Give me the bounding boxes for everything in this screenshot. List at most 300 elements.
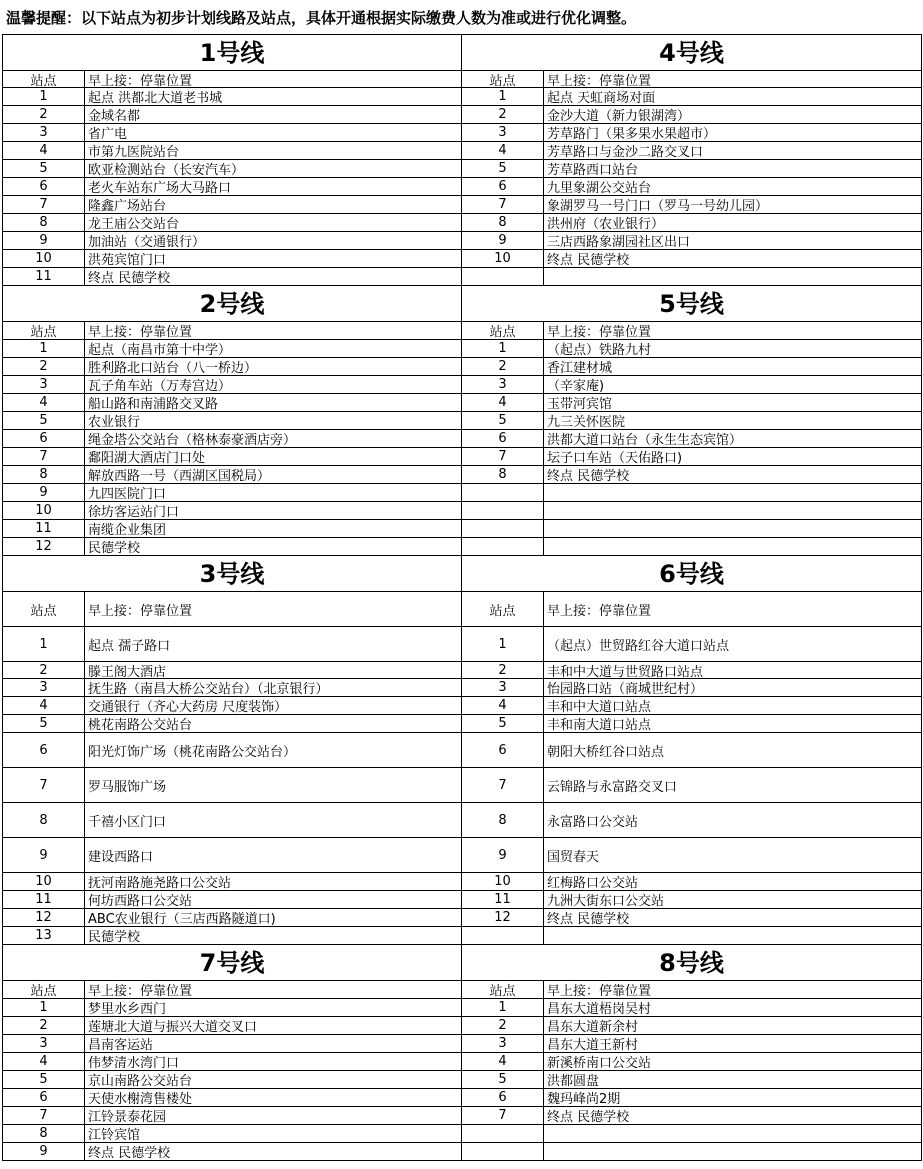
stop-number: 2 (3, 106, 85, 123)
stop-location: 建设西路口 (88, 849, 154, 865)
stop-number: 8 (3, 466, 85, 483)
route-block (3, 556, 922, 945)
stop-number: 6 (462, 1089, 544, 1106)
stop-location: 终点 民德学校 (547, 1110, 630, 1124)
table-row (462, 412, 921, 430)
stop-location: 昌东大道王新村 (547, 1038, 639, 1052)
table-row (462, 268, 921, 286)
table-row (3, 502, 461, 520)
table-row (462, 803, 921, 838)
table-row (3, 1035, 461, 1053)
stop-location: 解放西路一号（西湖区国税局） (88, 469, 271, 483)
stop-location: 欧亚检测站台（长安汽车） (88, 163, 245, 177)
stop-location: 阳光灯饰广场（桃花南路公交站台） (88, 744, 297, 760)
stop-number: 6 (462, 733, 544, 767)
stop-number: 4 (462, 142, 544, 159)
table-row (3, 160, 461, 178)
line-title: 8号线 (462, 945, 921, 981)
table-row (462, 1017, 921, 1035)
table-row (3, 178, 461, 196)
table-row (462, 250, 921, 268)
stop-number: 8 (3, 214, 85, 231)
stop-location-header: 早上接：停靠位置 (88, 73, 193, 87)
stop-location: 桃花南路公交站台 (88, 718, 193, 732)
stop-number: 1 (3, 627, 85, 661)
stop-location: 终点 民德学校 (547, 253, 630, 267)
table-row (462, 232, 921, 250)
stop-location: 终点 民德学校 (547, 469, 630, 483)
stop-location: （辛家庵) (547, 379, 605, 393)
table-row (3, 88, 461, 106)
stop-location: 金沙大道（新力银湖湾） (547, 109, 691, 123)
stop-number: 11 (3, 268, 85, 285)
stop-number: 1 (3, 999, 85, 1016)
table-row (3, 340, 461, 358)
table-row (462, 1071, 921, 1089)
stop-location: 洪都圆盘 (547, 1074, 600, 1088)
stop-location: 交通银行（齐心大药房 尺度装饰） (88, 700, 288, 714)
stop-location-header: 早上接：停靠位置 (547, 984, 652, 998)
table-row (462, 1107, 921, 1125)
stop-number: 9 (3, 484, 85, 501)
stop-number-header: 站点 (3, 322, 85, 339)
stop-number: 4 (3, 697, 85, 714)
stop-location: 船山路和南浦路交叉路 (88, 397, 219, 411)
table-row (3, 627, 461, 662)
stop-location: 玉带河宾馆 (547, 397, 613, 411)
line-title: 5号线 (462, 286, 921, 322)
stop-number (462, 1143, 544, 1160)
stop-location: 芳草路门（果多果水果超市） (547, 127, 717, 141)
stop-location: 昌东大道梧岗吴村 (547, 1002, 652, 1016)
stop-location: 朝阳大桥红谷口站点 (547, 744, 665, 760)
line-title: 3号线 (3, 556, 461, 592)
table-row (462, 1053, 921, 1071)
stop-number: 7 (3, 768, 85, 802)
stop-number: 4 (462, 394, 544, 411)
table-row (462, 106, 921, 124)
stop-number: 9 (3, 1143, 85, 1160)
bus-line-section (3, 945, 462, 1161)
table-row (3, 768, 461, 803)
table-row (462, 538, 921, 556)
bus-line-section (462, 286, 922, 556)
stop-number-header: 站点 (3, 981, 85, 998)
table-header-row (462, 71, 921, 88)
stop-number: 3 (462, 376, 544, 393)
table-row (3, 448, 461, 466)
notice-banner: 温馨提醒：以下站点为初步计划线路及站点，具体开通根据实际缴费人数为准或进行优化调整。 (6, 9, 637, 27)
stop-location: 农业银行 (88, 415, 141, 429)
stop-number: 5 (3, 160, 85, 177)
stop-number: 10 (3, 502, 85, 519)
table-row (3, 1107, 461, 1125)
stop-number (462, 1125, 544, 1142)
table-header-row (462, 322, 921, 340)
stop-number: 2 (462, 662, 544, 678)
table-row (3, 679, 461, 697)
stop-location: 九四医院门口 (88, 487, 167, 501)
table-row (3, 358, 461, 376)
stop-location (544, 268, 921, 285)
table-row (462, 448, 921, 466)
table-header-row (3, 592, 461, 627)
table-row (3, 412, 461, 430)
table-row (3, 394, 461, 412)
stop-number: 1 (3, 340, 85, 357)
stop-number: 4 (462, 697, 544, 714)
table-row (462, 484, 921, 502)
table-row (3, 803, 461, 838)
stop-number: 1 (462, 627, 544, 661)
stop-number: 11 (3, 891, 85, 908)
route-block (3, 35, 922, 286)
table-header-row (3, 71, 461, 88)
table-row (3, 376, 461, 394)
stop-number: 7 (462, 1107, 544, 1124)
table-row (462, 1035, 921, 1053)
stop-location: 洪苑宾馆门口 (88, 253, 167, 267)
bus-line-section (3, 286, 462, 556)
stop-location: 九三关怀医院 (547, 415, 626, 429)
table-row (3, 927, 461, 945)
stop-number: 5 (462, 1071, 544, 1088)
stop-location: 丰和中大道口站点 (547, 700, 652, 714)
table-row (462, 358, 921, 376)
table-header-row (462, 592, 921, 627)
stop-number: 9 (3, 838, 85, 872)
table-header-row (3, 322, 461, 340)
stop-number: 2 (3, 1017, 85, 1034)
table-row (462, 627, 921, 662)
stop-number: 2 (462, 358, 544, 375)
stop-number (462, 538, 544, 555)
table-row (462, 142, 921, 160)
table-row (3, 250, 461, 268)
table-row (3, 538, 461, 556)
stop-location: 徐坊客运站门口 (88, 505, 180, 519)
stop-location (544, 1125, 921, 1142)
bus-line-section (3, 556, 462, 945)
stop-number: 7 (3, 196, 85, 213)
stop-number-header: 站点 (3, 71, 85, 87)
stop-number: 13 (3, 927, 85, 944)
stop-location: 国贸春天 (547, 849, 600, 865)
table-row (3, 999, 461, 1017)
stop-number: 4 (3, 394, 85, 411)
stop-location: 丰和中大道与世贸路口站点 (547, 664, 704, 678)
stop-location: 千禧小区门口 (88, 814, 167, 830)
table-row (462, 160, 921, 178)
table-row (462, 214, 921, 232)
stop-number (462, 927, 544, 944)
table-row (462, 999, 921, 1017)
stop-location: 洪州府（农业银行） (547, 217, 665, 231)
stop-location-header: 早上接：停靠位置 (547, 603, 652, 619)
table-row (462, 891, 921, 909)
table-header-row (462, 981, 921, 999)
table-row (3, 1053, 461, 1071)
stop-location: 昌东大道新余村 (547, 1020, 639, 1034)
stop-location: 金域名都 (88, 109, 141, 123)
stop-location-header: 早上接：停靠位置 (88, 325, 193, 339)
table-row (462, 430, 921, 448)
stop-location: 九洲大街东口公交站 (547, 894, 665, 908)
table-row (3, 520, 461, 538)
stop-location-header: 早上接：停靠位置 (88, 984, 193, 998)
line-title: 7号线 (3, 945, 461, 981)
stop-number-header: 站点 (462, 592, 544, 626)
table-row (462, 340, 921, 358)
stop-number (462, 268, 544, 285)
table-row (462, 376, 921, 394)
table-row (3, 1017, 461, 1035)
stop-location-header: 早上接：停靠位置 (547, 325, 652, 339)
table-row (462, 662, 921, 679)
stop-location (544, 927, 921, 944)
stop-number: 4 (3, 1053, 85, 1070)
stop-location: 市第九医院站台 (88, 145, 180, 159)
table-row (462, 873, 921, 891)
table-row (462, 679, 921, 697)
bus-line-section (462, 556, 922, 945)
table-row (462, 466, 921, 484)
stop-number: 1 (462, 999, 544, 1016)
table-row (462, 1089, 921, 1107)
stop-location: 民德学校 (88, 930, 141, 944)
stop-location: 坛子口车站（天佑路口) (547, 451, 683, 465)
stop-location: 起点 孺子路口 (88, 638, 171, 654)
stop-number: 3 (3, 124, 85, 141)
table-row (3, 838, 461, 873)
stop-location: 终点 民德学校 (88, 1146, 171, 1160)
stop-number: 6 (462, 430, 544, 447)
stop-location: 红梅路口公交站 (547, 876, 639, 890)
stop-location: 洪都大道口站台（永生生态宾馆） (547, 433, 743, 447)
stop-number: 4 (3, 142, 85, 159)
stop-number: 5 (3, 715, 85, 732)
table-row (462, 394, 921, 412)
table-row (462, 715, 921, 733)
stop-number: 3 (462, 1035, 544, 1052)
table-row (462, 909, 921, 927)
stop-number: 2 (462, 106, 544, 123)
stop-number: 7 (462, 768, 544, 802)
stop-location: 昌南客运站 (88, 1038, 154, 1052)
table-row (3, 909, 461, 927)
stop-location: 滕王阁大酒店 (88, 664, 167, 678)
table-row (3, 873, 461, 891)
stop-location-header: 早上接：停靠位置 (88, 603, 193, 619)
table-row (462, 838, 921, 873)
table-row (3, 715, 461, 733)
stop-location: 新溪桥南口公交站 (547, 1056, 652, 1070)
stop-location: ABC农业银行（三店西路隧道口) (88, 912, 276, 926)
stop-number (462, 502, 544, 519)
bus-line-section (3, 35, 462, 286)
stop-location (544, 484, 921, 501)
stop-location: 九里象湖公交站台 (547, 181, 652, 195)
table-row (3, 466, 461, 484)
table-row (3, 430, 461, 448)
table-row (462, 768, 921, 803)
stop-number: 5 (462, 412, 544, 429)
stop-location: （起点）铁路九村 (547, 343, 652, 357)
line-title: 4号线 (462, 35, 921, 71)
table-row (462, 927, 921, 945)
stop-location: 龙王庙公交站台 (88, 217, 180, 231)
stop-number (462, 520, 544, 537)
stop-location: 终点 民德学校 (88, 271, 171, 285)
stop-location: 怡园路口站（商城世纪村） (547, 682, 704, 696)
stop-number: 5 (3, 412, 85, 429)
stop-number: 3 (3, 1035, 85, 1052)
stop-location: 老火车站东广场大马路口 (88, 181, 232, 195)
table-row (462, 733, 921, 768)
stop-number: 6 (3, 733, 85, 767)
table-row (3, 733, 461, 768)
stop-location (544, 538, 921, 555)
stop-location: 江铃景泰花园 (88, 1110, 167, 1124)
stop-location (544, 1143, 921, 1160)
stop-location: 永富路口公交站 (547, 814, 639, 830)
line-title: 1号线 (3, 35, 461, 71)
stop-location: 起点 洪都北大道老书城 (88, 91, 223, 105)
stop-number: 10 (462, 250, 544, 267)
table-row (3, 1143, 461, 1161)
stop-location: 伟梦清水湾门口 (88, 1056, 180, 1070)
stop-number: 2 (3, 358, 85, 375)
stop-location: 云锦路与永富路交叉口 (547, 779, 678, 795)
route-block (3, 286, 922, 556)
stop-number: 3 (3, 679, 85, 696)
bus-line-section (462, 35, 922, 286)
stop-location: 绳金塔公交站台（格林泰豪酒店旁） (88, 433, 297, 447)
table-row (462, 1125, 921, 1143)
stop-location: （起点）世贸路红谷大道口站点 (547, 638, 730, 654)
stop-number: 7 (3, 1107, 85, 1124)
table-row (462, 1143, 921, 1161)
stop-number-header: 站点 (462, 71, 544, 87)
table-row (3, 662, 461, 679)
stop-number: 6 (3, 430, 85, 447)
stop-location: 丰和南大道口站点 (547, 718, 652, 732)
table-row (3, 1071, 461, 1089)
stop-location: 江铃宾馆 (88, 1128, 141, 1142)
table-row (3, 232, 461, 250)
stop-location: 终点 民德学校 (547, 912, 630, 926)
stop-location: 芳草路西口站台 (547, 163, 639, 177)
stop-location: 芳草路口与金沙二路交叉口 (547, 145, 704, 159)
stop-number: 8 (3, 803, 85, 837)
table-row (3, 196, 461, 214)
stop-number: 9 (462, 232, 544, 249)
table-row (462, 196, 921, 214)
stop-location: 民德学校 (88, 541, 141, 555)
stop-number: 8 (462, 214, 544, 231)
table-row (462, 88, 921, 106)
stop-number-header: 站点 (462, 322, 544, 339)
stop-number: 8 (462, 803, 544, 837)
stop-number: 8 (3, 1125, 85, 1142)
stop-number: 7 (462, 448, 544, 465)
table-row (3, 891, 461, 909)
route-block (3, 945, 922, 1161)
stop-number: 3 (462, 679, 544, 696)
stop-number: 5 (462, 160, 544, 177)
bus-line-section (462, 945, 922, 1161)
stop-number: 1 (3, 88, 85, 105)
stop-location: 香江建材城 (547, 361, 613, 375)
stop-number: 12 (3, 909, 85, 926)
stop-number: 2 (462, 1017, 544, 1034)
stop-location: 魏玛峰尚2期 (547, 1092, 621, 1106)
stop-number: 11 (462, 891, 544, 908)
line-title: 6号线 (462, 556, 921, 592)
stop-number: 5 (3, 1071, 85, 1088)
route-table (2, 34, 922, 1161)
stop-number: 4 (462, 1053, 544, 1070)
stop-location: 三店西路象湖园社区出口 (547, 235, 691, 249)
stop-location: 罗马服饰广场 (88, 779, 167, 795)
stop-location: 起点（南昌市第十中学） (88, 343, 232, 357)
stop-number: 7 (3, 448, 85, 465)
stop-location: 省广电 (88, 127, 128, 141)
stop-number (462, 484, 544, 501)
stop-number-header: 站点 (3, 592, 85, 626)
stop-number: 10 (3, 250, 85, 267)
stop-number: 3 (462, 124, 544, 141)
stop-location (544, 502, 921, 519)
stop-number: 12 (3, 538, 85, 555)
line-title: 2号线 (3, 286, 461, 322)
stop-location: 起点 天虹商场对面 (547, 91, 656, 105)
stop-number: 6 (462, 178, 544, 195)
table-row (3, 142, 461, 160)
table-row (3, 1125, 461, 1143)
stop-number: 11 (3, 520, 85, 537)
stop-location: 京山南路公交站台 (88, 1074, 193, 1088)
table-row (462, 502, 921, 520)
stop-location: 瓦子角车站（万寿宫边） (88, 379, 232, 393)
stop-location: 隆鑫广场站台 (88, 199, 167, 213)
stop-location: 胜利路北口站台（八一桥边） (88, 361, 258, 375)
stop-location: 抚生路（南昌大桥公交站台）（北京银行） (88, 682, 329, 696)
stop-number: 10 (3, 873, 85, 890)
stop-location (544, 520, 921, 537)
stop-location: 加油站（交通银行） (88, 235, 206, 249)
table-row (3, 1089, 461, 1107)
stop-number: 9 (462, 838, 544, 872)
table-row (3, 484, 461, 502)
table-row (462, 520, 921, 538)
stop-location: 何坊西路口公交站 (88, 894, 193, 908)
stop-location: 天使水榭湾售楼处 (88, 1092, 193, 1106)
stop-number: 9 (3, 232, 85, 249)
stop-number: 1 (462, 88, 544, 105)
table-row (462, 124, 921, 142)
stop-number: 1 (462, 340, 544, 357)
stop-number: 6 (3, 178, 85, 195)
table-row (462, 178, 921, 196)
stop-number: 2 (3, 662, 85, 678)
stop-number-header: 站点 (462, 981, 544, 998)
stop-location: 莲塘北大道与振兴大道交叉口 (88, 1020, 258, 1034)
stop-number: 3 (3, 376, 85, 393)
table-row (462, 697, 921, 715)
table-row (3, 106, 461, 124)
stop-location: 鄱阳湖大酒店门口处 (88, 451, 206, 465)
